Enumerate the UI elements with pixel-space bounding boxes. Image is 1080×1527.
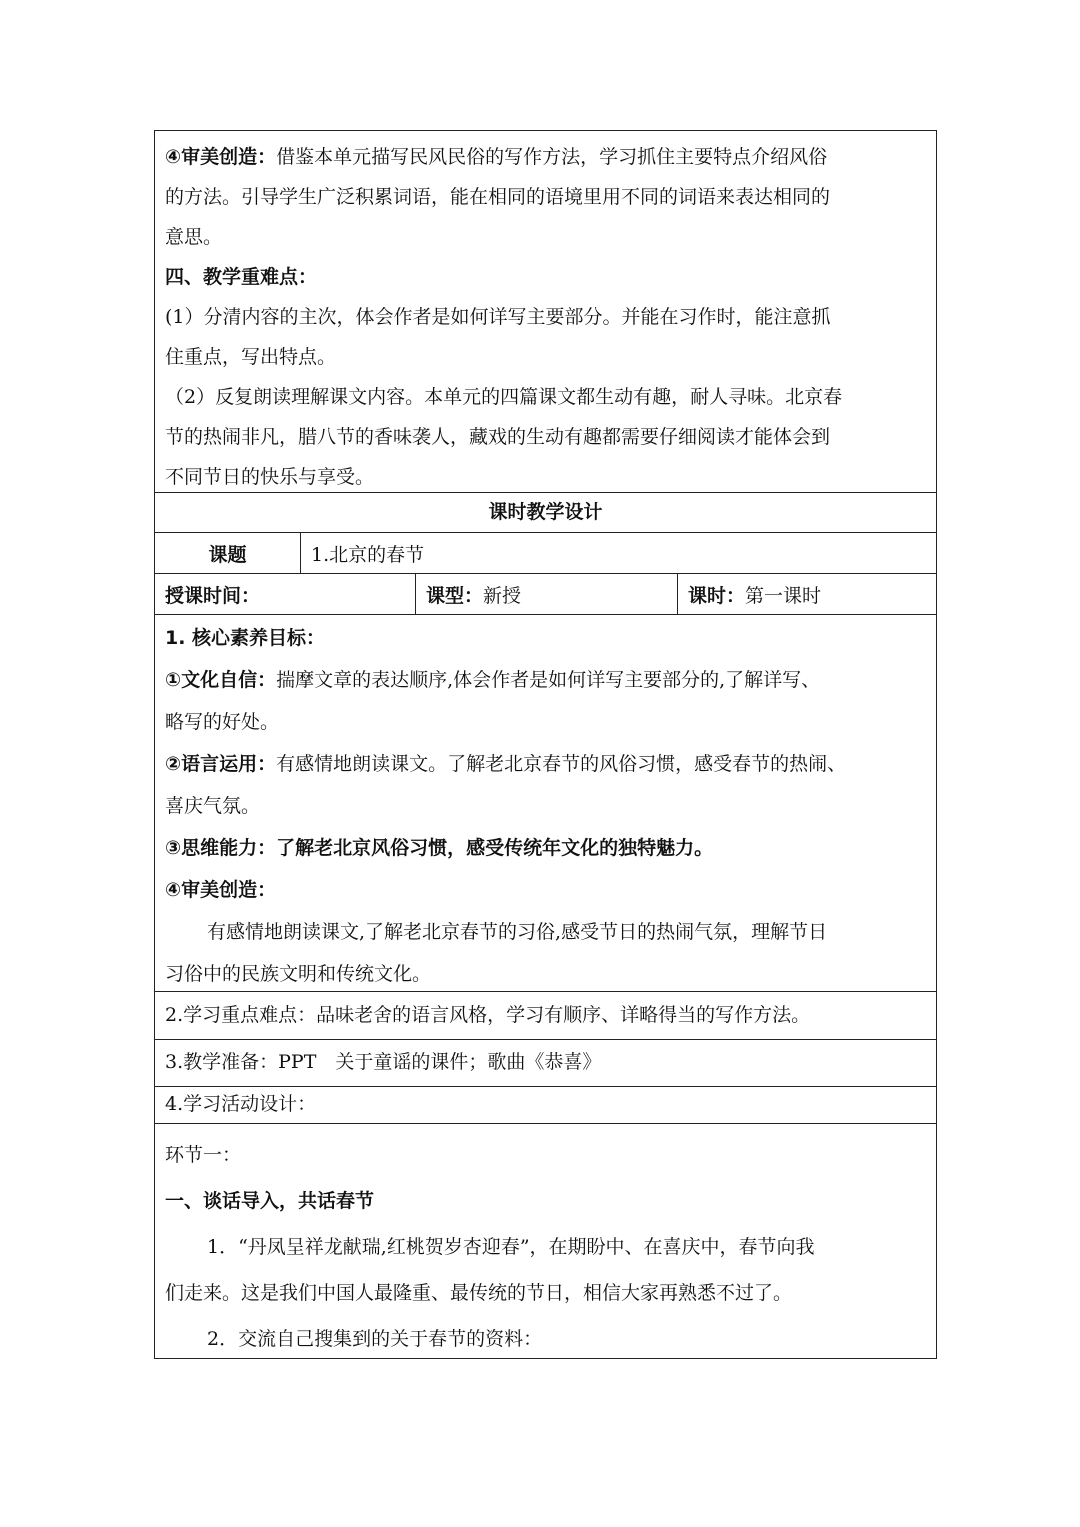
activity-cell [154,1123,937,1359]
stage-heading: 一、谈话导入，共话春节 [165,1190,375,1212]
aesthetic-label: ④审美创造： [165,146,277,168]
type-cell [416,574,678,614]
topic-value: 1.北京的春节 [311,543,425,566]
design-title: 课时教学设计 [488,501,603,523]
paragraph-line: 喜庆气氛。 [165,795,261,817]
period-cell [678,574,936,614]
type-value: 新授 [483,584,522,607]
lesson-plan-table [154,130,937,1359]
paragraph-line: (1）分清内容的主次，体会作者是如何详写主要部分。并能在习作时，能注意抓 [165,306,831,328]
paragraph-line: 2．交流自己搜集到的关于春节的资料： [207,1328,543,1350]
period-label: 课时： [688,584,746,607]
period-value: 第一课时 [745,584,822,607]
activity-title: 4.学习活动设计： [165,1093,317,1115]
paragraph-line: 习俗中的民族文明和传统文化。 [165,963,432,985]
goals-cell [154,614,937,991]
design-title-row [154,492,937,532]
paragraph-line: 意思。 [165,226,223,248]
paragraph-line: 的方法。引导学生广泛积累词语，能在相同的语境里用不同的词语来表达相同的 [165,186,831,208]
time-label: 授课时间： [165,584,261,607]
key-points: 2.学习重点难点：品味老舍的语言风格，学习有顺序、详略得当的写作方法。 [165,1004,811,1026]
meta-row [154,573,937,614]
topic-label: 课题 [155,533,301,573]
paragraph-line: 有感情地朗读课文,了解老北京春节的习俗,感受节日的热闹气氛，理解节日 [207,921,828,943]
paragraph-line: （2）反复朗读理解课文内容。本单元的四篇课文都生动有趣，耐人寻味。北京春 [165,386,843,408]
time-cell [155,574,416,614]
prep-row [154,1039,937,1086]
stage-label: 环节一： [165,1144,242,1166]
paragraph-line: 节的热闹非凡，腊八节的香味袭人，藏戏的生动有趣都需要仔细阅读才能体会到 [165,426,831,448]
goal-thinking: ③思维能力：了解老北京风俗习惯，感受传统年文化的独特魅力。 [165,837,714,859]
paragraph-line: 不同节日的快乐与享受。 [165,466,375,488]
goal-language: ②语言运用：有感情地朗读课文。了解老北京春节的风俗习惯，感受春节的热闹、 [165,753,847,775]
paragraph-line: 略写的好处。 [165,711,280,733]
paragraph-line: 们走来。这是我们中国人最隆重、最传统的节日，相信大家再熟悉不过了。 [165,1282,793,1304]
objectives-continued-cell [154,130,937,492]
key-points-row [154,991,937,1039]
paragraph: ④审美创造：借鉴本单元描写民风民俗的写作方法，学习抓住主要特点介绍风俗 [165,146,828,168]
goals-heading: 1. 核心素养目标： [165,627,326,649]
goal-aesthetic-label: ④审美创造： [165,879,277,901]
type-label: 课型： [426,584,484,607]
topic-row [154,532,937,573]
section-heading: 四、教学重难点： [165,266,318,288]
paragraph-line: 1．“丹凤呈祥龙献瑞,红桃贺岁杏迎春”，在期盼中、在喜庆中，春节向我 [207,1236,815,1258]
paragraph-line: 住重点，写出特点。 [165,346,337,368]
activity-title-row [154,1086,937,1123]
teaching-prep: 3.教学准备：PPT 关于童谣的课件；歌曲《恭喜》 [165,1051,602,1073]
goal-culture: ①文化自信：揣摩文章的表达顺序,体会作者是如何详写主要部分的,了解详写、 [165,669,821,691]
